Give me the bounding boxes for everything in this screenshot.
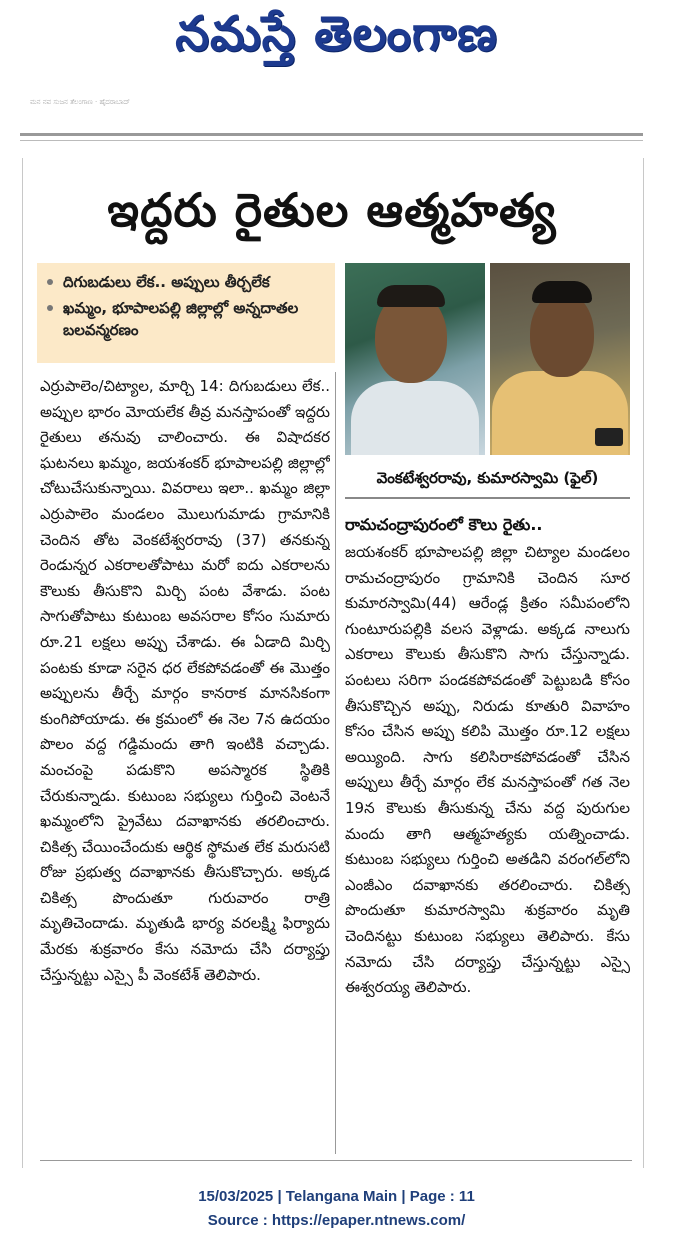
caption-divider	[345, 497, 630, 499]
photo-caption: వెంకటేశ్వరరావు, కుమారస్వామి (ఫైల్)	[376, 469, 599, 487]
column-divider	[335, 372, 336, 1154]
masthead-subtitle: ಮನ ನವ ಸುಜನ ತೆಲಂಗಾಣ · ಹೈದರಾಬಾದ್	[30, 98, 131, 106]
masthead-rule-thick	[20, 133, 643, 136]
photo-hair	[532, 281, 592, 303]
article-bottom-rule	[40, 1160, 632, 1161]
masthead	[0, 0, 673, 100]
photo-venkateswara-rao	[345, 263, 485, 455]
phone-icon	[595, 428, 623, 446]
masthead-logo: నమస్తే తెలంగాణ	[175, 6, 498, 62]
article-body-right: జయశంకర్ భూపాలపల్లి జిల్లా చిట్యాల మండలం రామచంద్రాపురం గ్రామానికి చెందిన సూర కుమారస్వామి(44) ఆరేండ్ల క్రితం సమీపంలోని గుంటూరుపల్లికి వలస వెళ్లాడు. అక్కడ నాలుగు ఎకరాలు కౌలుకు తీసుకొని సాగు చేస్తున్నాడు. పంటలు సరిగా పండకపోవడంతో పెట్టుబడి కోసం తీసుకొచ్చిన అప్పు, నిరుడు కూతురి వివాహం కోసం చేసిన అప్పు కలిపి మొత్తం రూ.12 లక్షలు అయ్యింది. సాగు కలిసిరాకపోవడంతో చేసిన అప్పులు తీర్చే మార్గం లేక మనస్తాపంతో గత నెల 19న కౌలుకు తీసుకున్న చేను వద్ద పురుగుల మందు తాగి ఆత్మహత్యకు యత్నించాడు. కుటుంబ సభ్యులు గుర్తించి అతడిని వరంగల్‌లోని ఎంజీఎం దవాఖానకు తరలించారు. చికిత్స పొందుతూ కుమారస్వామి శుక్రవారం మృతి చెందినట్టు కుటుంబ సభ్యులు తెలిపారు. కేసు నమోదు చేసి దర్యాప్తు చేస్తున్నట్టు ఎస్సై ఈశ్వరయ్య తెలిపారు.	[345, 543, 630, 997]
bullet-icon	[47, 279, 53, 285]
highlight-text: దిగుబడులు లేక.. అప్పులు తీర్చలేక	[63, 273, 270, 291]
highlight-item	[47, 297, 329, 341]
article-body-left: ఎర్రుపాలెం/చిట్యాల, మార్చి 14: దిగుబడులు లేక.. అప్పుల భారం మోయలేక తీవ్ర మనస్తాపంతో ఇద్దరు రైతులు తనువు చాలించారు. ఈ విషాదకర ఘటనలు ఖమ్మం, జయశంకర్ భూపాలపల్లి జిల్లాల్లో చోటుచేసుకున్నాయి. వివరాలు ఇలా.. ఖమ్మం జిల్లా ఎర్రుపాలెం మండలం మొలుగుమాడు గ్రామానికి చెందిన తోట వెంకటేశ్వరరావు (37) తనకున్న రెండున్నర ఎకరాలతోపాటు మరో ఐదు ఎకరాలను కౌలుకు తీసుకొని మిర్చి పంట వేశాడు. పంట సాగుతోపాటు కుటుంబ అవసరాల కోసం సుమారు రూ.21 లక్షలు అప్పు చేశాడు. ఈ ఏడాది మిర్చి పంటకు కూడా సరైన ధర లేకపోవడంతో ఈ మొత్తం అప్పులను తీర్చే మార్గం కానరాక మానసికంగా కుంగిపోయాడు. ఈ క్రమంలో ఈ నెల 7న ఉదయం పొలం వద్ద గడ్డిమందు తాగి ఇంటికి వచ్చాడు. మంచంపై పడుకొని అపస్మారక స్థితికి చేరుకున్నాడు. కుటుంబ సభ్యులు గుర్తించి వెంటనే ఖమ్మంలోని ప్రైవేటు దవాఖానకు తరలించారు. చికిత్స చేయించేందుకు ఆర్థిక స్థోమత లేక మరుసటి రోజు ప్రభుత్వ దవాఖానకు తీసుకొచ్చారు. అక్కడ చికిత్స పొందుతూ గురువారం రాత్రి మృతిచెందాడు. మృతుడి భార్య వరలక్ష్మి ఫిర్యాదు మేరకు శుక్రవారం కేసు నమోదు చేసి దర్యాప్తు చేస్తున్నట్టు ఎస్సై పీ వెంకటేశ్ తెలిపారు.	[40, 377, 330, 984]
photo-kumaraswamy	[490, 263, 630, 455]
bullet-icon	[47, 305, 53, 311]
photo-shirt	[351, 381, 479, 455]
article-headline: ఇద్దరు రైతుల ఆత్మహత్య	[107, 183, 557, 237]
photo-face	[530, 291, 594, 377]
photo-hair	[377, 285, 445, 307]
highlight-item	[47, 271, 329, 293]
masthead-rule-thin	[20, 140, 643, 141]
highlight-text: ఖమ్మం, భూపాలపల్లి జిల్లాల్లో అన్నదాతల బలవన్మరణం	[63, 299, 299, 339]
article-subhead: రామచంద్రాపురంలో కౌలు రైతు..	[345, 515, 543, 534]
footer-date-page: 15/03/2025 | Telangana Main | Page : 11	[198, 1188, 475, 1205]
footer-source: Source : https://epaper.ntnews.com/	[207, 1212, 466, 1229]
highlights-box	[37, 263, 335, 363]
